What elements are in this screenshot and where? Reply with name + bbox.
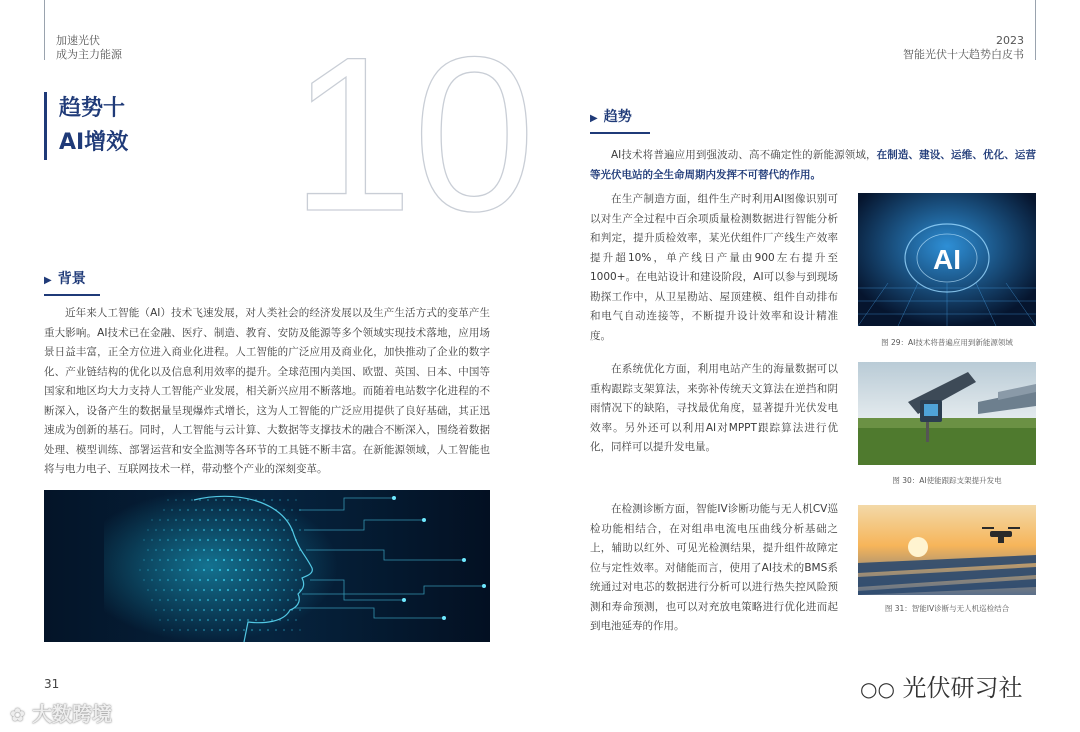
trend-intro-highlight: 在制造、建设、运维、优化、运营等光伏电站的全生命周期内发挥不可替代的作用。 [590, 149, 1036, 181]
header-year: 2023 [996, 34, 1024, 47]
trend-paragraph-optimization: 在系统优化方面，利用电站产生的海量数据可以重构跟踪支架算法，来弥补传统天文算法在逆挡和阴雨情况下的缺陷，寻找最优角度，显著提升光伏发电效率。另外还可以利用AI对MPPT跟踪算法进行优化，同样可以提升发电量。 [590, 363, 838, 453]
big-trend-number [290, 11, 536, 257]
figure-31-image [858, 505, 1036, 595]
trend-paragraph-manufacturing: 在生产制造方面，组件生产时利用AI图像识别可以对生产全过程中百余项质量检测数据进行智能分析和判定，提升质检效率，某光伏组件厂产线生产效率提升超10%，单产线日产量由900左右提升至1000+。在电站设计和建设阶段，AI可以参与到现场勘探工作中，从卫星勘站、屋顶建模、组件自动排布和电气自动连接等，不断提升设计效率和设计精准度。 [590, 193, 838, 342]
figure-30-image [858, 362, 1036, 465]
figure-30-caption: 图 30：AI使能跟踪支架提升发电 [892, 476, 1002, 485]
trend-paragraph-diagnosis: 在检测诊断方面，智能IV诊断功能与无人机CV巡检功能相结合，在对组串电流电压曲线分析基础之上，辅助以红外、可见光检测结果，提升组件故障定位与定性效率。对储能而言，使用了AI技术的BMS系统通过对电芯的数据进行分析可以进行热失控风险预测和寿命预测，也可以对充放电策略进行优化进而起到电池延寿的作用。 [590, 503, 838, 632]
watermark-left: ✿ 大数跨境 [10, 702, 113, 726]
header-right [903, 34, 1024, 62]
header-doc-title: 智能光伏十大趋势白皮书 [903, 48, 1024, 61]
svg-text:10: 10 [290, 11, 536, 257]
heading-underline [44, 294, 100, 296]
watermark-logo-icon: ✿ [10, 705, 26, 726]
background-paragraph: 近年来人工智能（AI）技术飞速发展，对人类社会的经济发展以及生产生活方式的变革产生重大影响。AI技术已在金融、医疗、制造、教育、安防及能源等多个领域实现技术落地，应用场景日益丰富，正全方位进入商业化进程。人工智能的广泛应用及商业化，加快推动了企业的数字化、产业链结构的优化以及信息利用效率的提升。全球范围内美国、欧盟、英国、日本、中国等国家和地区均大力支持人工智能产业发展，相关新兴应用不断落地。而随着电站数字化进程的不断深入，设备产生的数据量呈现爆炸式增长，这为人工智能的广泛应用提供了良好基础，其正迅速成为创新的基石。同时，人工智能与云计算、大数据等支撑技术的融合不断深入，围绕着数据处理、模型训练、部署运营和安全监测等各环节的工具链不断丰富。在新能源领域，人工智能也将与电力电子、互联网技术一样，带动整个产业的深刻变革。 [44, 307, 490, 475]
figure-29-caption: 图 29：AI技术将普遍应用到新能源领域 [881, 338, 1013, 347]
header-left [56, 34, 122, 62]
watermark-right: ○○ 光伏研习社 [860, 674, 1023, 702]
page-title [44, 92, 128, 160]
figure-31-caption: 图 31：智能IV诊断与无人机巡检结合 [884, 604, 1010, 613]
trend-intro [590, 146, 1036, 185]
title-line1: 趋势十 [59, 96, 126, 121]
header-left-line2: 成为主力能源 [56, 48, 122, 61]
page-number: 31 [44, 677, 60, 691]
section-trend-heading: ▶ 趋势 [590, 106, 632, 126]
figure-29-image [858, 193, 1036, 326]
wechat-logo-icon: ○○ [860, 677, 895, 701]
header-left-line1: 加速光伏 [56, 34, 100, 47]
heading-underline [590, 132, 650, 134]
trend-intro-plain: AI技术将普遍应用到强波动、高不确定性的新能源领域， [611, 149, 877, 161]
triangle-bullet-icon: ▶ [44, 275, 52, 286]
figure-29-ai-text: AI [933, 244, 961, 275]
title-line2: AI增效 [59, 130, 129, 155]
ai-head-image [44, 490, 490, 642]
header-right-rule [1035, 0, 1036, 60]
header-left-rule [44, 0, 45, 60]
triangle-bullet-icon: ▶ [590, 113, 598, 124]
section-background-heading: ▶ 背景 [44, 268, 86, 288]
